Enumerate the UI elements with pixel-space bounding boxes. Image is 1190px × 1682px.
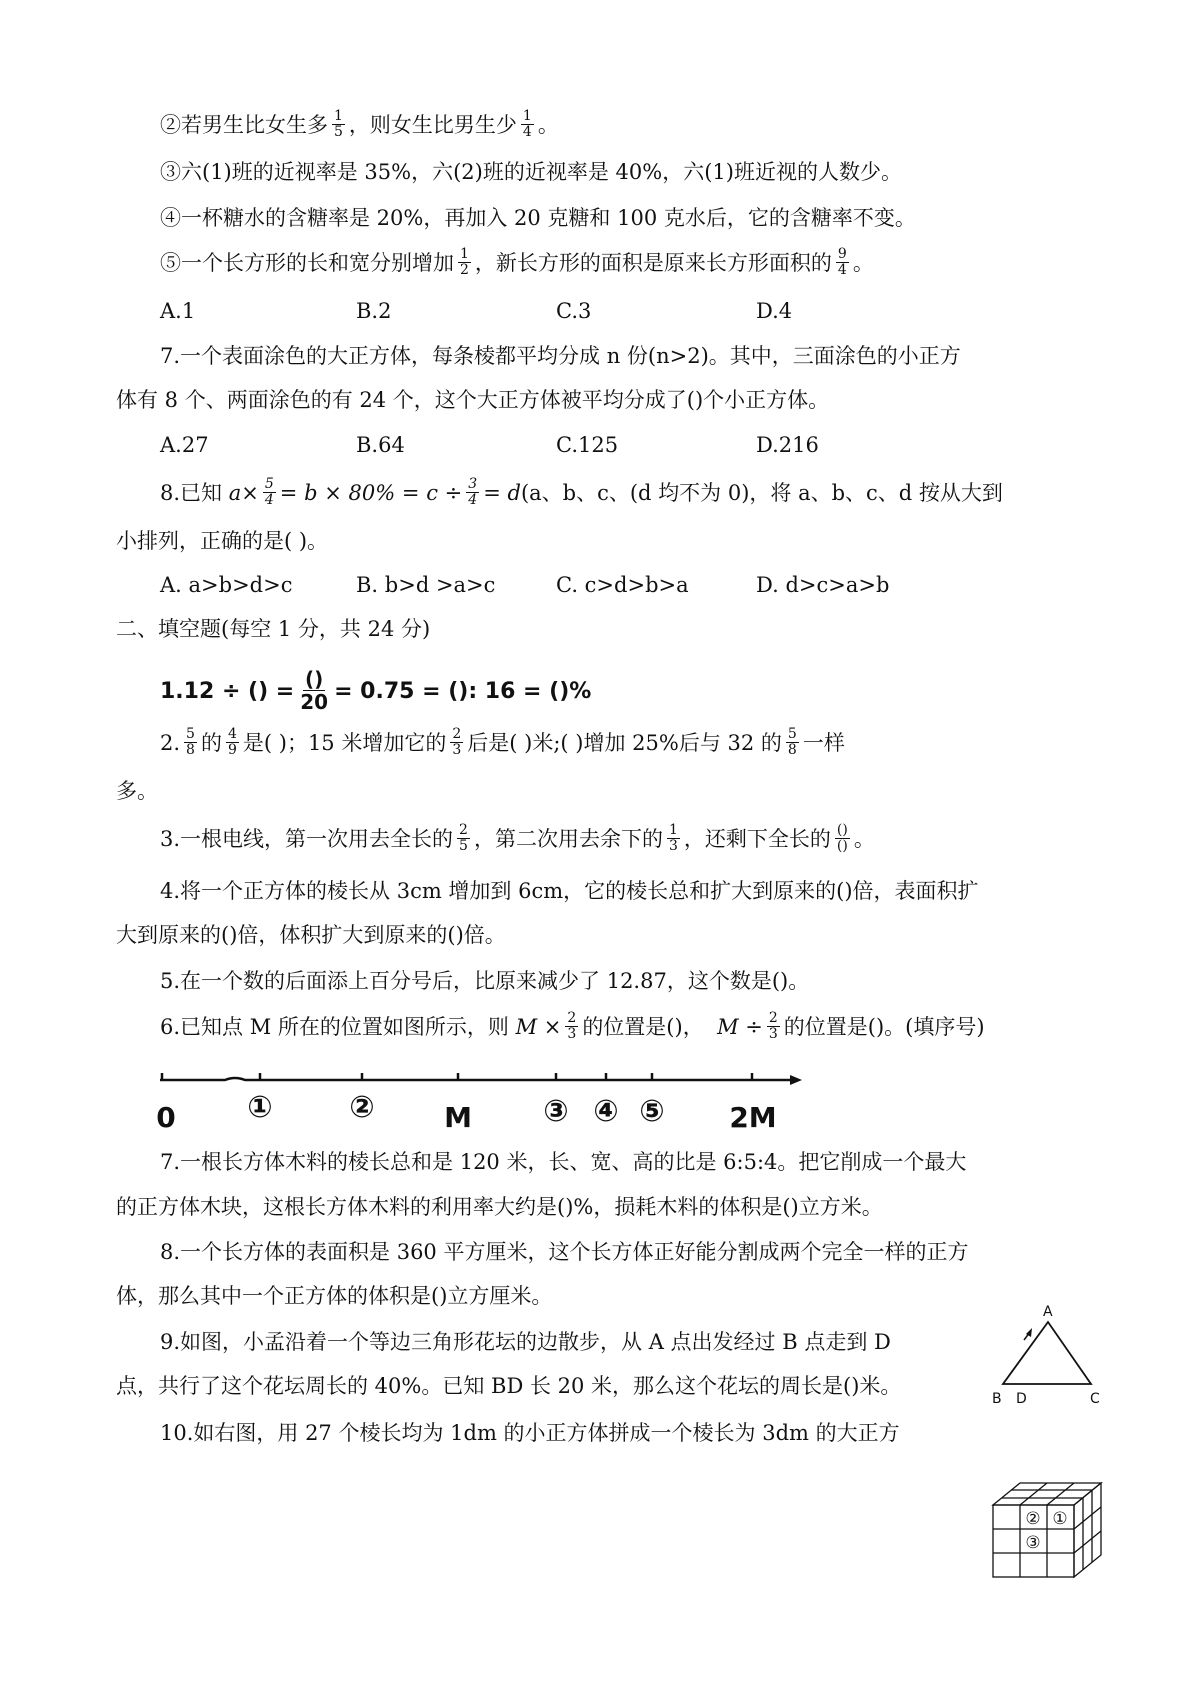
statement-2-text: ，则女生比男生少	[348, 113, 517, 137]
fraction	[565, 1011, 578, 1042]
grid-line	[1020, 1483, 1047, 1505]
fraction	[836, 247, 849, 278]
fraction-denominator: 3	[668, 838, 678, 854]
grid-line	[1074, 1531, 1101, 1553]
fraction-numerator: 5	[264, 476, 274, 492]
statement-2-text: 。	[537, 113, 559, 137]
fill-6-text: 的位置是()，	[582, 1015, 704, 1039]
option-d[interactable]: D. d>c>a>b	[756, 573, 890, 597]
q8-line-2: 小排列，正确的是( )。	[116, 529, 329, 553]
cube-top-face	[993, 1483, 1101, 1505]
cube-figure	[990, 1480, 1120, 1580]
fraction-denominator: 20	[300, 689, 329, 714]
fraction-numerator: 1	[668, 822, 678, 838]
fraction	[521, 109, 534, 140]
fraction	[184, 727, 197, 758]
fill-1-text: 1.12 ÷ () =	[160, 679, 295, 704]
fill-1	[160, 664, 591, 720]
fill-3-text: 。	[853, 827, 875, 851]
fraction-denominator: 4	[522, 124, 532, 140]
option-c[interactable]: C.125	[556, 433, 619, 457]
times-symbol: ×	[241, 481, 259, 505]
fill-1-text: = 0.75 = (): 16 = ()%	[334, 679, 592, 704]
number-line-axis	[160, 1078, 790, 1080]
statement-2-text: ②若男生比女生多	[160, 113, 328, 137]
number-line-figure	[150, 1055, 810, 1145]
statement-5-text: 。	[852, 251, 874, 275]
equals-symbol: =	[279, 481, 298, 505]
fraction-denominator: 5	[459, 838, 468, 854]
fraction-numerator: 1	[334, 108, 343, 124]
var-d: d	[507, 481, 521, 505]
fraction-numerator: ()	[836, 822, 848, 838]
fill-9-line-1: 9.如图，小孟沿着一个等边三角形花坛的边散步，从 A 点出发经过 B 点走到 D	[160, 1330, 891, 1354]
var-c: c	[426, 481, 438, 505]
fill-8-line-1: 8.一个长方体的表面积是 360 平方厘米，这个长方体正好能分割成两个完全一样的正方	[160, 1240, 969, 1264]
vertex-label-c: C	[1090, 1391, 1100, 1407]
cube-label-2: ②	[1025, 1509, 1041, 1529]
section-heading: 二、填空题(每空 1 分，共 24 分)	[116, 617, 431, 641]
fill-8-line-2: 体，那么其中一个正方体的体积是()立方厘米。	[116, 1284, 553, 1308]
fraction	[332, 109, 345, 140]
fraction	[786, 727, 799, 758]
triangle-shape	[1003, 1322, 1091, 1384]
q7-options	[160, 430, 819, 460]
fraction-denominator: ()	[836, 838, 848, 854]
fraction-denominator: 8	[787, 742, 797, 758]
fraction-numerator: 3	[468, 476, 478, 492]
fill-7-line-2: 的正方体木块，这根长方体木料的利用率大约是()%，损耗木料的体积是()立方米。	[116, 1195, 883, 1219]
divide-symbol: ÷	[745, 1015, 763, 1039]
option-d[interactable]: D.4	[756, 299, 793, 323]
var-b: b	[304, 481, 318, 505]
fraction-denominator: 4	[837, 262, 847, 278]
fraction-numerator: 2	[452, 726, 462, 742]
fill-3-text: 3.一根电线，第一次用去全长的	[160, 827, 454, 851]
fraction-denominator: 3	[567, 1026, 577, 1042]
statement-3: ③六(1)班的近视率是 35%，六(2)班的近视率是 40%，六(1)班近视的人数少。	[160, 160, 902, 184]
fraction	[457, 823, 470, 854]
option-a[interactable]: A.27	[160, 433, 209, 457]
var-m: M	[717, 1015, 739, 1039]
fraction	[458, 247, 471, 278]
fraction	[263, 477, 276, 508]
option-d[interactable]: D.216	[756, 433, 819, 457]
label-zero: 0	[156, 1101, 176, 1134]
fill-6	[160, 1012, 985, 1044]
statement-2	[160, 110, 559, 142]
fraction-numerator: 5	[787, 726, 797, 742]
fraction-denominator: 2	[460, 262, 469, 278]
grid-line	[1047, 1483, 1074, 1505]
label-circle-5: ⑤	[639, 1094, 665, 1129]
fraction	[835, 823, 850, 854]
fraction-numerator: 9	[837, 246, 847, 262]
fraction	[466, 477, 479, 508]
statement-4: ④一杯糖水的含糖率是 20%，再加入 20 克糖和 100 克水后，它的含糖率不变。	[160, 206, 916, 230]
var-m: M	[515, 1015, 538, 1039]
option-a[interactable]: A. a>b>d>c	[160, 573, 293, 597]
fraction-denominator: 8	[186, 742, 195, 758]
grid-line	[1074, 1507, 1101, 1529]
fraction-denominator: 5	[334, 124, 343, 140]
arrow-icon	[790, 1075, 802, 1085]
fraction-denominator: 3	[768, 1026, 778, 1042]
vertex-label-d: D	[1016, 1391, 1027, 1407]
fraction-numerator: 2	[768, 1010, 778, 1026]
divide-symbol: ÷	[444, 481, 463, 505]
option-b[interactable]: B. b>d >a>c	[356, 573, 496, 597]
fraction-numerator: ()	[305, 666, 324, 691]
fill-2-text: 2.	[160, 731, 181, 755]
fill-3-text: ，第二次用去余下的	[473, 827, 663, 851]
fraction	[767, 1011, 780, 1042]
fill-2-text: 一样	[802, 731, 845, 755]
fill-2-text: 是( )；15 米增加它的	[242, 731, 447, 755]
triangle-figure	[990, 1300, 1110, 1410]
fraction	[667, 823, 680, 854]
statement-5-text: ⑤一个长方形的长和宽分别增加	[160, 251, 454, 275]
fill-2-line-2: 多。	[116, 779, 158, 803]
cube-side-face	[1074, 1483, 1101, 1577]
option-c[interactable]: C. c>d>b>a	[556, 573, 689, 597]
label-circle-4: ④	[593, 1094, 619, 1129]
equals-symbol: =	[401, 481, 420, 505]
label-2m: 2M	[729, 1101, 777, 1134]
label-circle-3: ③	[543, 1094, 569, 1129]
option-b[interactable]: B.64	[356, 433, 405, 457]
fill-6-text: 的位置是()。(填序号)	[783, 1015, 985, 1039]
label-m: M	[444, 1101, 472, 1134]
q7-line-1: 7.一个表面涂色的大正方体，每条棱都平均分成 n 份(n>2)。其中，三面涂色的小正方	[160, 344, 961, 368]
q7-line-2: 体有 8 个、两面涂色的有 24 个，这个大正方体被平均分成了()个小正方体。	[116, 388, 830, 412]
statement-5-text: ，新长方形的面积是原来长方形面积的	[474, 251, 832, 275]
fraction	[226, 727, 239, 758]
q8-line-1	[160, 478, 1003, 510]
fill-4-line-2: 大到原来的()倍，体积扩大到原来的()倍。	[116, 923, 506, 947]
option-c[interactable]: C.3	[556, 299, 592, 323]
statement-5	[160, 248, 874, 280]
times-symbol: ×	[324, 481, 342, 505]
fill-2-text: 的	[200, 731, 222, 755]
option-a[interactable]: A.1	[160, 299, 196, 323]
fraction-denominator: 9	[227, 742, 237, 758]
q6-options	[160, 296, 792, 326]
fraction-denominator: 4	[468, 492, 478, 508]
cube-label-3: ③	[1025, 1533, 1041, 1553]
fill-10-line-1: 10.如右图，用 27 个棱长均为 1dm 的小正方体拼成一个棱长为 3dm 的大正方	[160, 1421, 900, 1445]
fill-7-line-1: 7.一根长方体木料的棱长总和是 120 米，长、宽、高的比是 6:5:4。把它削成一个最大	[160, 1150, 967, 1174]
times-symbol: ×	[543, 1015, 562, 1039]
fraction-numerator: 2	[459, 822, 468, 838]
q8-text: (a、b、c、(d 均不为 0)，将 a、b、c、d 按从大到	[520, 481, 1003, 505]
equals-symbol: =	[483, 481, 501, 505]
fraction	[298, 668, 330, 713]
fill-4-line-1: 4.将一个正方体的棱长从 3cm 增加到 6cm，它的棱长总和扩大到原来的()倍，表面积扩	[160, 879, 979, 903]
vertex-label-a: A	[1043, 1304, 1053, 1320]
fraction-numerator: 4	[227, 726, 237, 742]
fill-5: 5.在一个数的后面添上百分号后，比原来减少了 12.87，这个数是()。	[160, 969, 810, 993]
fill-2-line-1	[160, 728, 845, 760]
fraction-numerator: 2	[567, 1010, 577, 1026]
fraction-denominator: 4	[264, 492, 274, 508]
fraction-numerator: 1	[460, 246, 469, 262]
option-b[interactable]: B.2	[356, 299, 392, 323]
q8-text: 8.已知	[160, 481, 223, 505]
fill-6-text: 6.已知点 M 所在的位置如图所示，则	[160, 1015, 509, 1039]
label-circle-2: ②	[349, 1090, 375, 1125]
fraction-numerator: 5	[186, 726, 195, 742]
percent-value: 80%	[348, 481, 396, 505]
fill-3	[160, 824, 875, 856]
q8-options	[160, 570, 889, 600]
fraction-denominator: 3	[452, 742, 462, 758]
fraction	[450, 727, 463, 758]
fill-9-line-2: 点，共行了这个花坛周长的 40%。已知 BD 长 20 米，那么这个花坛的周长是()米。	[116, 1374, 902, 1398]
vertex-label-b: B	[992, 1391, 1002, 1407]
label-circle-1: ①	[247, 1090, 273, 1125]
var-a: a	[228, 481, 242, 505]
cube-label-1: ①	[1052, 1509, 1068, 1529]
fill-3-text: ，还剩下全长的	[683, 827, 831, 851]
fraction-numerator: 1	[522, 108, 532, 124]
fill-2-text: 后是( )米;( )增加 25%后与 32 的	[467, 731, 782, 755]
